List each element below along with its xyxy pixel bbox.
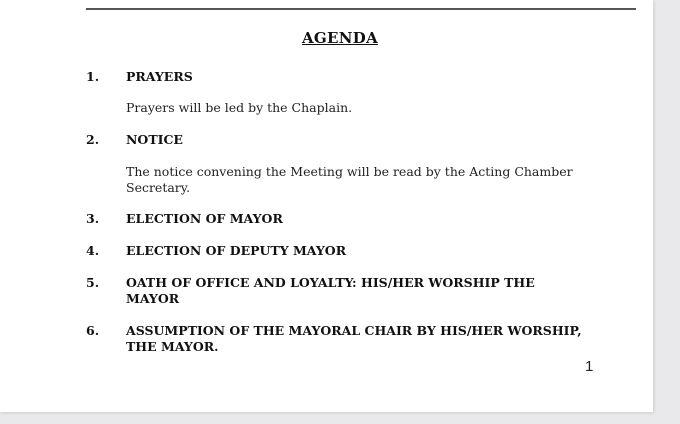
- item-6-heading: ASSUMPTION OF THE MAYORAL CHAIR BY HIS/HER WORSHIP, THE MAYOR.: [126, 323, 582, 354]
- item-5-number: 5.: [86, 275, 100, 290]
- item-4-number: 4.: [86, 243, 100, 258]
- top-rule: [86, 8, 636, 10]
- item-3-heading: ELECTION OF MAYOR: [126, 211, 283, 226]
- item-6-number: 6.: [86, 323, 100, 338]
- item-1-text: Prayers will be led by the Chaplain.: [126, 100, 353, 115]
- page-number: 1: [585, 358, 594, 375]
- item-2-text: The notice convening the Meeting will be read by the Acting Chamber Secretary.: [126, 164, 573, 195]
- item-4-heading: ELECTION OF DEPUTY MAYOR: [126, 243, 347, 258]
- item-2-number: 2.: [86, 132, 100, 147]
- agenda-title: AGENDA: [301, 29, 379, 47]
- item-2-heading: NOTICE: [126, 132, 183, 147]
- item-5-heading: OATH OF OFFICE AND LOYALTY: HIS/HER WORSHIP THE MAYOR: [126, 275, 535, 306]
- item-1-number: 1.: [86, 69, 100, 84]
- item-3-number: 3.: [86, 211, 100, 226]
- item-1-heading: PRAYERS: [126, 69, 193, 84]
